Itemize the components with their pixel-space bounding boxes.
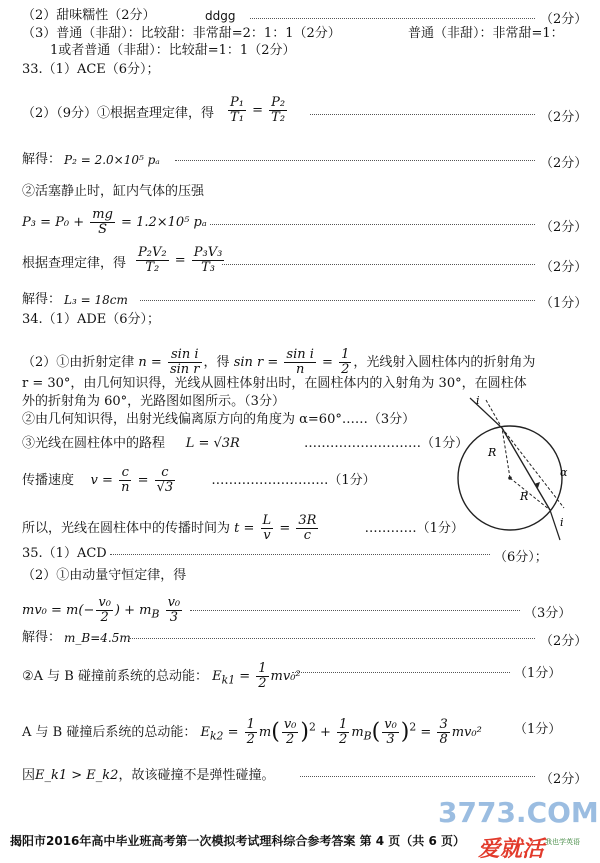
diagram-label: α bbox=[560, 466, 568, 479]
answer-line: 普通（非甜）：非常甜=1： bbox=[408, 26, 564, 41]
score: （2分） bbox=[540, 12, 588, 27]
formula: P₂ = 2.0×10⁵ pₐ bbox=[64, 153, 160, 167]
score: （2分） bbox=[540, 156, 588, 171]
answer-line: ②活塞静止时，缸内气体的压强 bbox=[22, 184, 205, 199]
answer-line: 传播速度 v = $\frac{c}{n}$ = $\frac{c}{√3}$ ………………………（1分） bbox=[22, 465, 376, 495]
dot-leader bbox=[210, 220, 535, 225]
answer-line: ②A 与 B 碰撞前系统的总动能： $E_{k1}$ = $\frac{1}{2}$ mv₀² bbox=[22, 661, 301, 691]
extension-line bbox=[502, 428, 564, 508]
answer-line: 外的折射角为 60°，光路图如图所示。（3分） bbox=[22, 394, 285, 409]
formula-pressure: P₃ = P₀ + $\frac{mg}{S}$ = 1.2×10⁵ pₐ bbox=[22, 207, 207, 237]
dot-leader bbox=[190, 606, 520, 611]
formula-momentum: mv₀ = m(− $\frac{\text{v₀}}{2}$ ) + $m_B$ $\frac{\text{v₀}}{3}$ bbox=[22, 595, 181, 625]
answer-line: （2）（9分）①根据查理定律，得 bbox=[22, 106, 215, 121]
score: （2分） bbox=[540, 110, 588, 125]
question-heading: 35.（1）ACD bbox=[22, 546, 107, 561]
page-footer: 揭阳市2016年高中毕业班高考第一次模拟考试理科综合参考答案 第 4 页（共 6 页） bbox=[10, 834, 465, 848]
answer-line: 解得： bbox=[22, 152, 62, 167]
center-point bbox=[508, 476, 512, 480]
refraction-diagram bbox=[452, 392, 570, 542]
dot-leader bbox=[140, 296, 535, 301]
answer-line: 根据查理定律，得 bbox=[22, 256, 127, 271]
emergent-ray bbox=[550, 510, 560, 540]
watermark-site: 3773.COM bbox=[438, 796, 599, 829]
formula: m_B=4.5m bbox=[64, 631, 131, 645]
diagram-label: R bbox=[488, 446, 497, 459]
radius-line bbox=[510, 478, 550, 510]
answer-line: A 与 B 碰撞后系统的总动能： $E_{k2}$ = $\frac{1}{2}$ m( $\frac{\text{v₀}}{2}$ )$^2$ + $\frac{1}{2}$ $m_B$( $\frac{\text{v₀}}{3}$ )$^2$ = $\frac{3}{8}$ mv₀² bbox=[22, 717, 482, 747]
diagram-label: i bbox=[560, 516, 564, 529]
dot-leader bbox=[310, 110, 535, 115]
answer-line: （2）①由动量守恒定律，得 bbox=[22, 568, 187, 583]
dot-leader bbox=[130, 634, 535, 639]
score: （1分） bbox=[514, 666, 562, 681]
score: （1分） bbox=[514, 722, 562, 737]
dot-leader bbox=[292, 668, 510, 673]
formula: L₃ = 18cm bbox=[64, 293, 128, 307]
score: （2分） bbox=[540, 220, 588, 235]
answer-line: （2）甜味糯性（2分） bbox=[22, 8, 156, 23]
answer-line: r = 30°，由几何知识得，光线从圆柱体射出时，在圆柱体内的入射角为 30°，在圆柱体 bbox=[22, 376, 527, 391]
formula-gas-law: $\frac{\text{P₂V₂}}{\text{T₂}}$ = $\frac{\text{P₃V₃}}{\text{T₃}}$ bbox=[138, 245, 223, 275]
answer-line: ③光线在圆柱体中的路程 L = √3R ………………………（1分） bbox=[22, 436, 469, 451]
dot-leader bbox=[250, 14, 535, 19]
answer-line: ②由几何知识得，出射光线偏离原方向的角度为 α=60°……（3分） bbox=[22, 412, 416, 427]
question-heading: 34.（1）ADE（6分）； bbox=[22, 312, 161, 327]
mark-text: ddgg bbox=[205, 9, 236, 23]
dot-leader bbox=[300, 772, 535, 777]
answer-line: 因E_k1 > E_k2，故该碰撞不是弹性碰撞。 bbox=[22, 768, 275, 783]
score: （2分） bbox=[540, 772, 588, 787]
incident-ray bbox=[470, 398, 502, 428]
dot-leader bbox=[175, 156, 535, 161]
score: （3分） bbox=[524, 606, 572, 621]
score: （1分） bbox=[540, 296, 588, 311]
score: （2分） bbox=[540, 260, 588, 275]
answer-line: 所以，光线在圆柱体中的传播时间为 t = $\frac{L}{v}$ = $\frac{3R}{c}$ …………（1分） bbox=[22, 513, 464, 543]
score: （2分） bbox=[540, 634, 588, 649]
diagram-label: i bbox=[476, 394, 480, 407]
watermark-tagline: 我也学英语 bbox=[545, 838, 580, 846]
diagram-label: R bbox=[520, 490, 529, 503]
answer-line: 1或者普通（非甜）：比较甜=1：1（2分） bbox=[50, 43, 296, 58]
answer-line: 解得： bbox=[22, 630, 62, 645]
answer-line: 解得： bbox=[22, 292, 62, 307]
watermark-brand: 爱就活 bbox=[478, 837, 545, 862]
score: （6分）； bbox=[494, 550, 548, 565]
question-heading: 33.（1）ACE（6分）； bbox=[22, 62, 160, 77]
dot-leader bbox=[110, 550, 490, 555]
answer-line: （3）普通（非甜）：比较甜：非常甜=2：1：1（2分） bbox=[22, 26, 341, 41]
formula-charles: $\frac{\text{P₁}}{\text{T₁}}$ = $\frac{\text{P₂}}{\text{T₂}}$ bbox=[230, 95, 286, 125]
dot-leader bbox=[222, 260, 535, 265]
answer-line: （2）①由折射定律 n = $\frac{\text{sin i}}{\text{sin r}}$ ，得 sin r = $\frac{\text{sin i}}{n}$ = $\frac{1}{2}$ ，光线射入圆柱体内的折射角为 bbox=[22, 347, 536, 377]
normal-line bbox=[486, 400, 502, 428]
